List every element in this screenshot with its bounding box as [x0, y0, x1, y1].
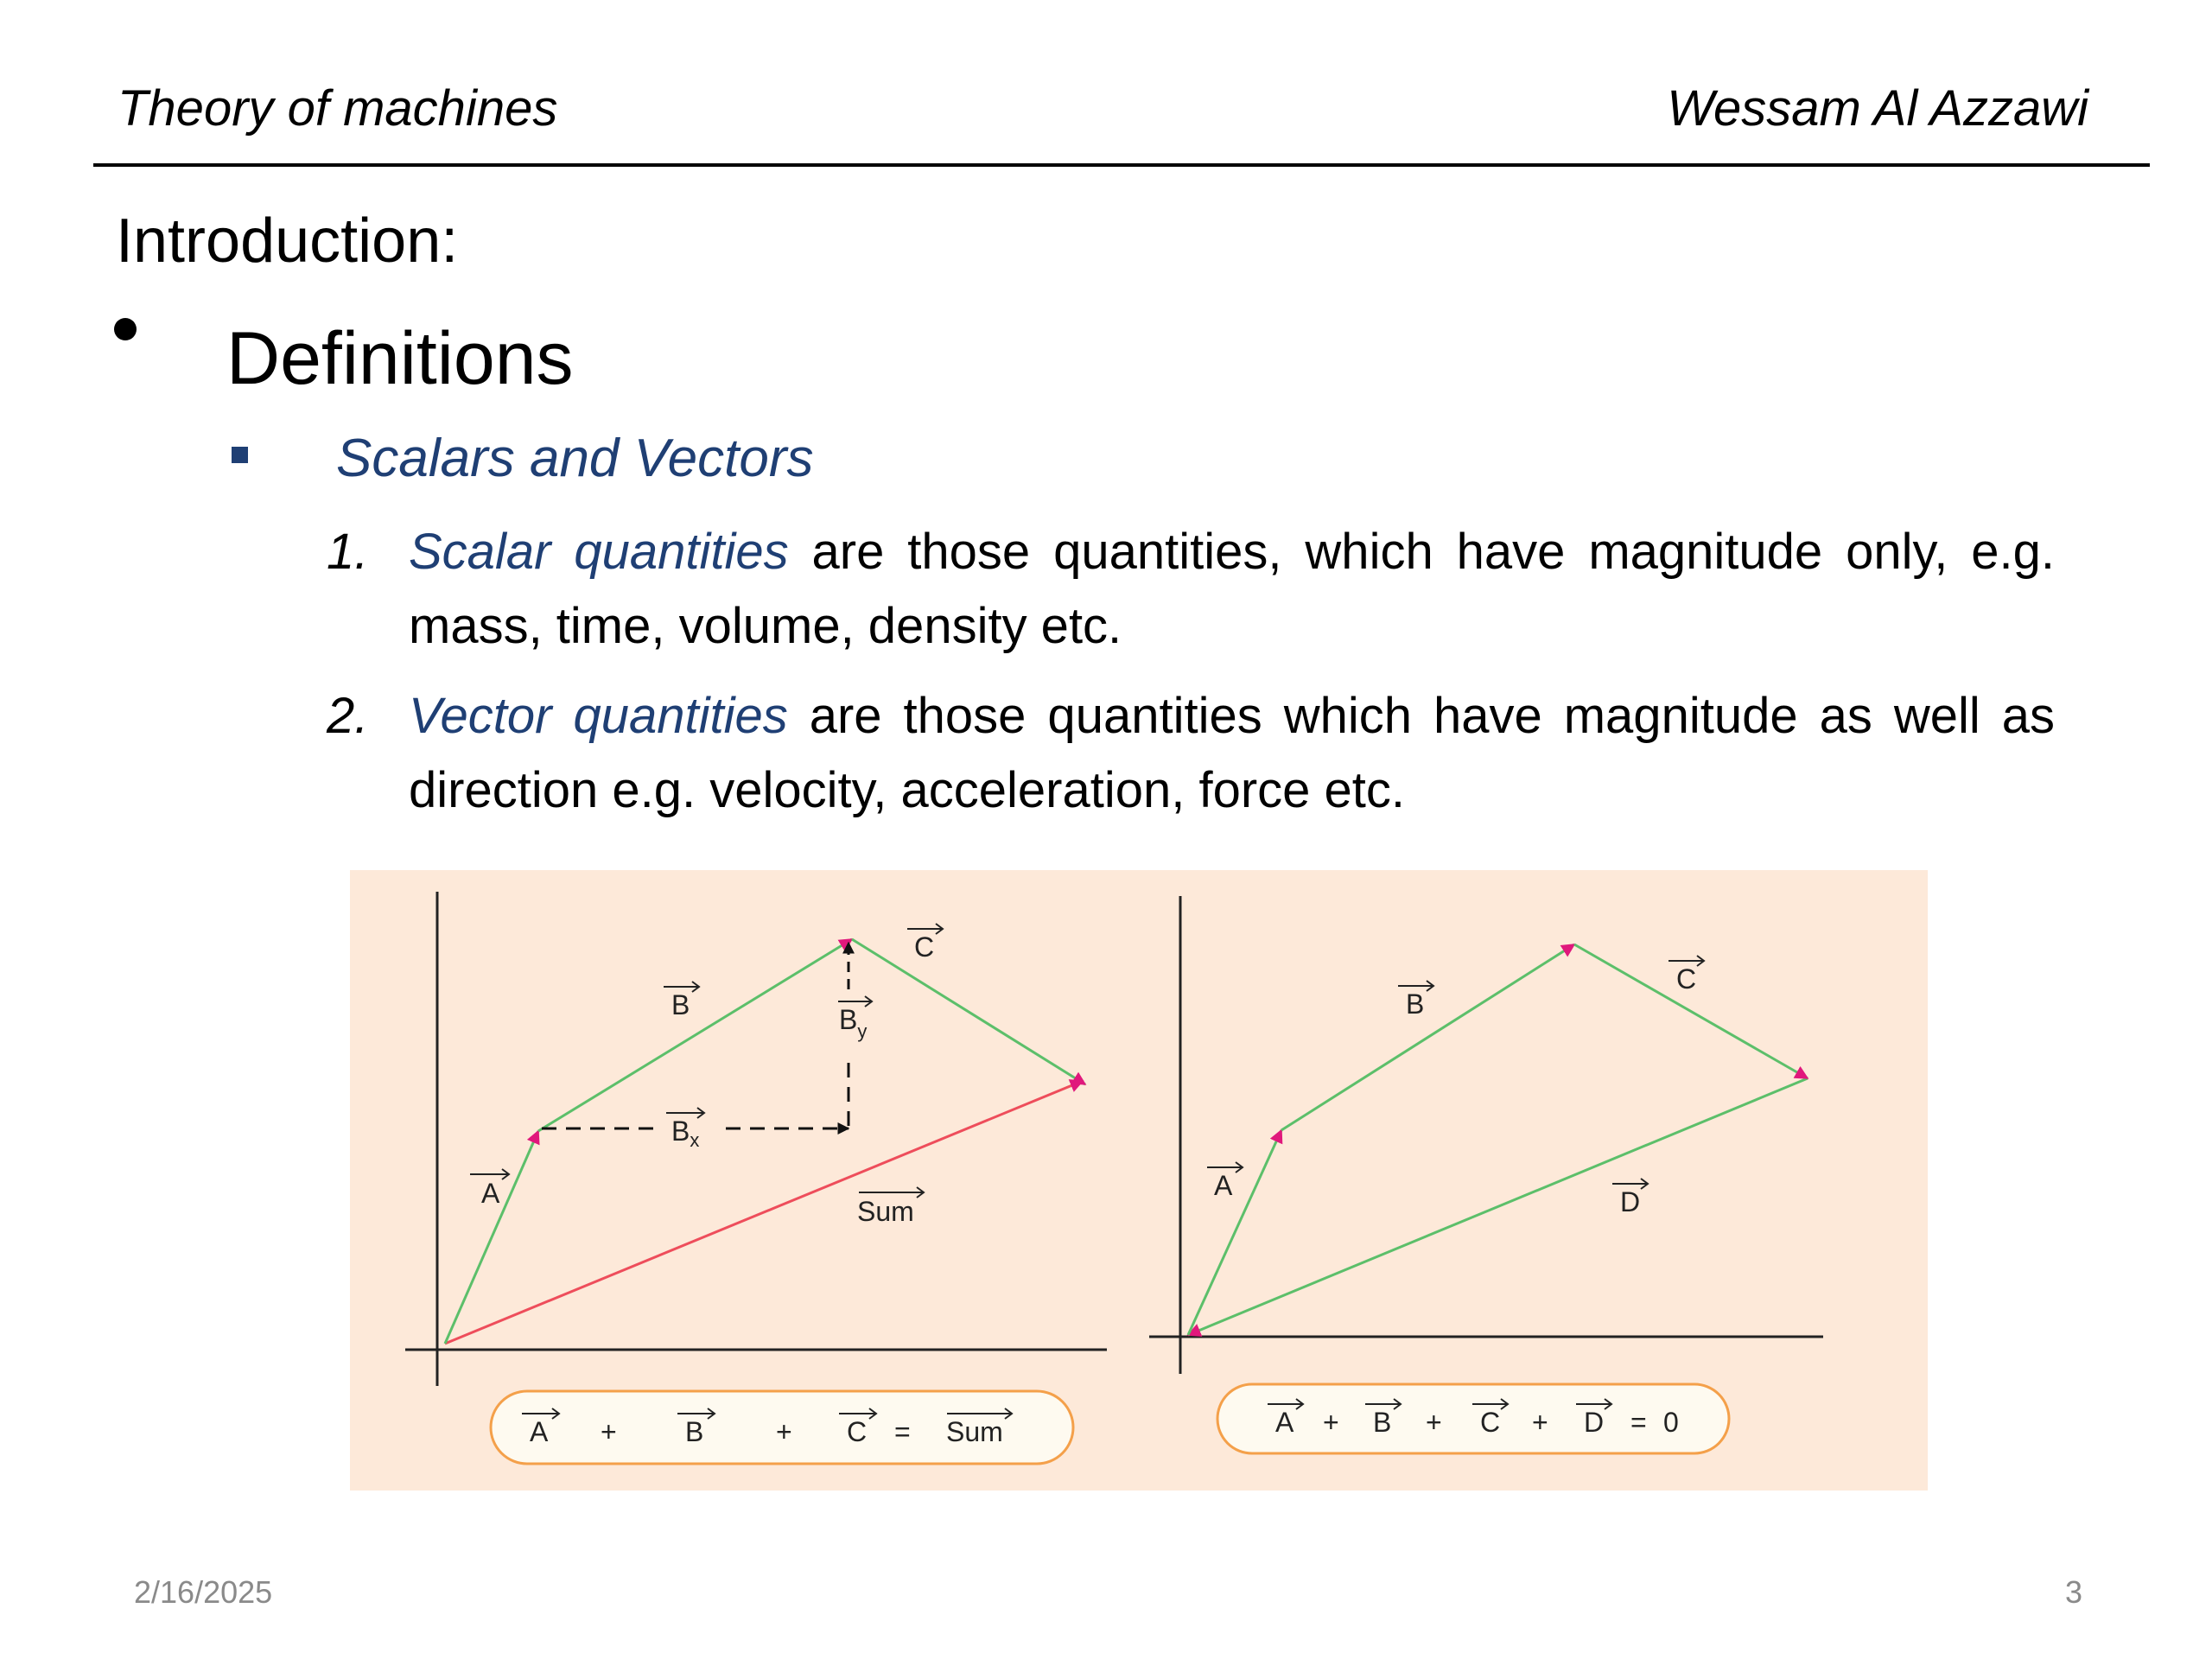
eq-plus: + [1426, 1407, 1442, 1438]
item-term: Vector quantities [409, 688, 788, 744]
footer-page-number: 3 [2065, 1574, 2083, 1610]
label-a: A [1214, 1170, 1233, 1201]
header-right: Wessam Al Azzawi [1667, 80, 2088, 137]
footer-date: 2/16/2025 [134, 1574, 273, 1610]
item-term: Scalar quantities [409, 524, 789, 580]
item-number: 2. [327, 688, 369, 744]
eq-a: A [1275, 1407, 1294, 1438]
vector-addition-figure [350, 870, 1928, 1491]
header-rule [93, 163, 2150, 167]
eq-d: D [1584, 1407, 1605, 1438]
eq-plus: + [601, 1416, 617, 1447]
label-by: $B_y$ [839, 1004, 868, 1042]
header-left: Theory of machines [118, 80, 558, 137]
right-equation [1217, 1384, 1729, 1453]
label-c: C [914, 931, 935, 963]
label-a: A [481, 1178, 500, 1209]
eq-plus: + [1532, 1407, 1548, 1438]
eq-b: B [1373, 1407, 1392, 1438]
label-b: B [671, 989, 690, 1020]
eq-c: C [1480, 1407, 1501, 1438]
eq-b: B [685, 1416, 704, 1447]
item-text [409, 515, 2055, 664]
label-sum: Sum [857, 1196, 914, 1227]
item-text [409, 679, 2055, 828]
eq-zero: 0 [1663, 1407, 1679, 1438]
eq-a: A [530, 1416, 549, 1447]
eq-equals: = [894, 1416, 911, 1447]
label-c: C [1676, 963, 1697, 995]
eq-equals: = [1630, 1407, 1647, 1438]
eq-sum: Sum [946, 1416, 1003, 1447]
item-number: 1. [327, 524, 369, 580]
label-d: D [1620, 1186, 1641, 1217]
sub-bullet-square [232, 447, 248, 463]
label-b: B [1406, 988, 1425, 1020]
left-equation [491, 1391, 1073, 1464]
eq-c: C [847, 1416, 868, 1447]
sub-bullet-title: Scalars and Vectors [336, 429, 814, 488]
item-rest: are those quantities which have magnitude as well as direction e.g. velocity, acceleration, force etc. [409, 688, 2055, 818]
label-bx: $B_x$ [671, 1116, 700, 1151]
bullet-dot [114, 318, 137, 340]
eq-plus: + [1323, 1407, 1339, 1438]
eq-plus: + [776, 1416, 792, 1447]
right-equation-pill [1217, 1384, 1729, 1453]
bullet-title: Definitions [226, 317, 574, 400]
section-title: Introduction: [116, 207, 459, 276]
item-rest: are those quantities, which have magnitude only, e.g. mass, time, volume, density etc. [409, 524, 2055, 654]
